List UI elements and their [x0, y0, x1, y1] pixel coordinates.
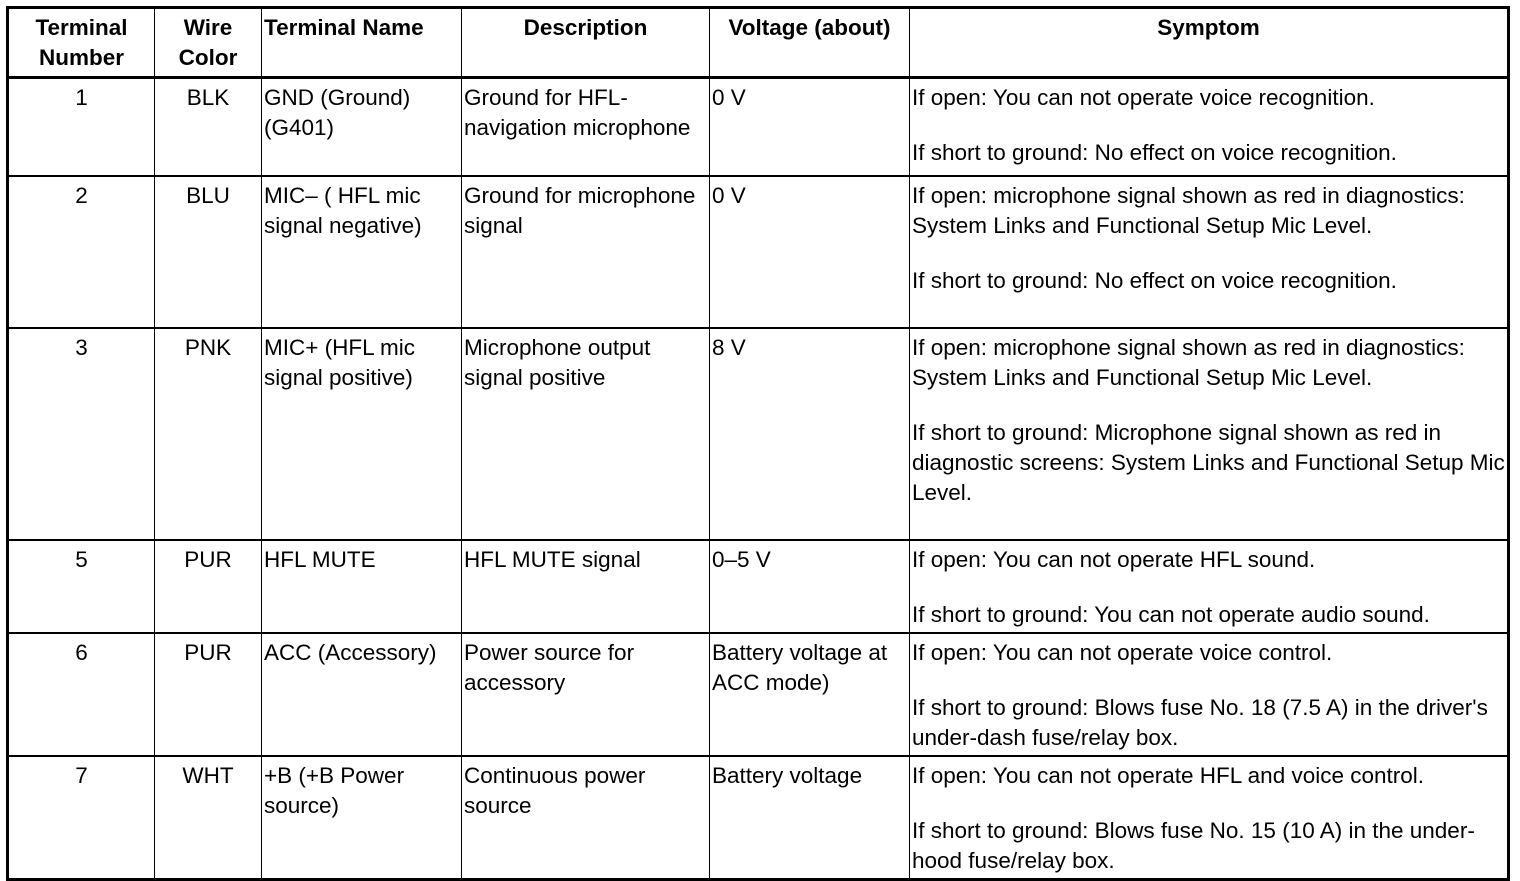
header-symptom: Symptom: [910, 8, 1509, 78]
symptom-cell: [910, 540, 1509, 633]
table-row: [8, 540, 1509, 633]
terminal-name-cell: HFL MUTE: [262, 540, 462, 633]
description-cell: Microphone output signal positive: [462, 328, 710, 540]
header-description: Description: [462, 8, 710, 78]
symptom-short-text: If short to ground: Blows fuse No. 15 (10 A) in the under-hood fuse/relay box.: [912, 818, 1475, 873]
terminal-name-cell: MIC– ( HFL mic signal negative): [262, 176, 462, 328]
symptom-short-text: If short to ground: No effect on voice recognition.: [912, 140, 1397, 165]
symptom-short-text: If short to ground: You can not operate audio sound.: [912, 602, 1430, 627]
header-terminal-number: Terminal Number: [8, 8, 155, 78]
terminal-name-cell: GND (Ground) (G401): [262, 78, 462, 177]
wire-color-cell: PNK: [155, 328, 262, 540]
terminal-table: [6, 6, 1510, 881]
symptom-open-text: If open: You can not operate voice control.: [912, 640, 1333, 665]
symptom-cell: [910, 78, 1509, 177]
table-row: [8, 176, 1509, 328]
symptom-open-text: If open: You can not operate HFL and voice control.: [912, 763, 1425, 788]
terminal-number-cell: 6: [8, 633, 155, 756]
voltage-cell: 0 V: [710, 78, 910, 177]
terminal-number-cell: 2: [8, 176, 155, 328]
description-cell: Ground for HFL-navigation microphone: [462, 78, 710, 177]
symptom-cell: [910, 633, 1509, 756]
description-cell: Ground for microphone signal: [462, 176, 710, 328]
wire-color-cell: PUR: [155, 633, 262, 756]
header-voltage: Voltage (about): [710, 8, 910, 78]
description-cell: HFL MUTE signal: [462, 540, 710, 633]
symptom-open-text: If open: microphone signal shown as red in diagnostics: System Links and Functional Setup Mic Level.: [912, 335, 1465, 390]
voltage-cell: Battery voltage at ACC mode): [710, 633, 910, 756]
terminal-number-cell: 7: [8, 756, 155, 880]
symptom-cell: [910, 176, 1509, 328]
header-terminal-name: Terminal Name: [262, 8, 462, 78]
symptom-cell: [910, 756, 1509, 880]
table-row: [8, 328, 1509, 540]
symptom-open-text: If open: You can not operate voice recognition.: [912, 85, 1375, 110]
description-cell: Power source for accessory: [462, 633, 710, 756]
table-row: [8, 633, 1509, 756]
wire-color-cell: BLU: [155, 176, 262, 328]
wire-color-cell: BLK: [155, 78, 262, 177]
table-row: [8, 756, 1509, 880]
symptom-short-text: If short to ground: Microphone signal shown as red in diagnostic screens: System Links and Functional Setup Mic Level.: [912, 420, 1505, 505]
symptom-short-text: If short to ground: Blows fuse No. 18 (7.5 A) in the driver's under-dash fuse/relay box.: [912, 695, 1488, 750]
description-cell: Continuous power source: [462, 756, 710, 880]
symptom-short-text: If short to ground: No effect on voice recognition.: [912, 268, 1397, 293]
voltage-cell: 8 V: [710, 328, 910, 540]
voltage-cell: 0–5 V: [710, 540, 910, 633]
voltage-cell: 0 V: [710, 176, 910, 328]
symptom-open-text: If open: You can not operate HFL sound.: [912, 547, 1316, 572]
table-row: [8, 78, 1509, 177]
terminal-number-cell: 3: [8, 328, 155, 540]
header-wire-color: Wire Color: [155, 8, 262, 78]
terminal-number-cell: 5: [8, 540, 155, 633]
voltage-cell: Battery voltage: [710, 756, 910, 880]
symptom-cell: [910, 328, 1509, 540]
terminal-number-cell: 1: [8, 78, 155, 177]
terminal-name-cell: MIC+ (HFL mic signal positive): [262, 328, 462, 540]
terminal-name-cell: +B (+B Power source): [262, 756, 462, 880]
symptom-open-text: If open: microphone signal shown as red in diagnostics: System Links and Functional Setup Mic Level.: [912, 183, 1465, 238]
wire-color-cell: PUR: [155, 540, 262, 633]
header-row: [8, 8, 1509, 78]
terminal-name-cell: ACC (Accessory): [262, 633, 462, 756]
wire-color-cell: WHT: [155, 756, 262, 880]
